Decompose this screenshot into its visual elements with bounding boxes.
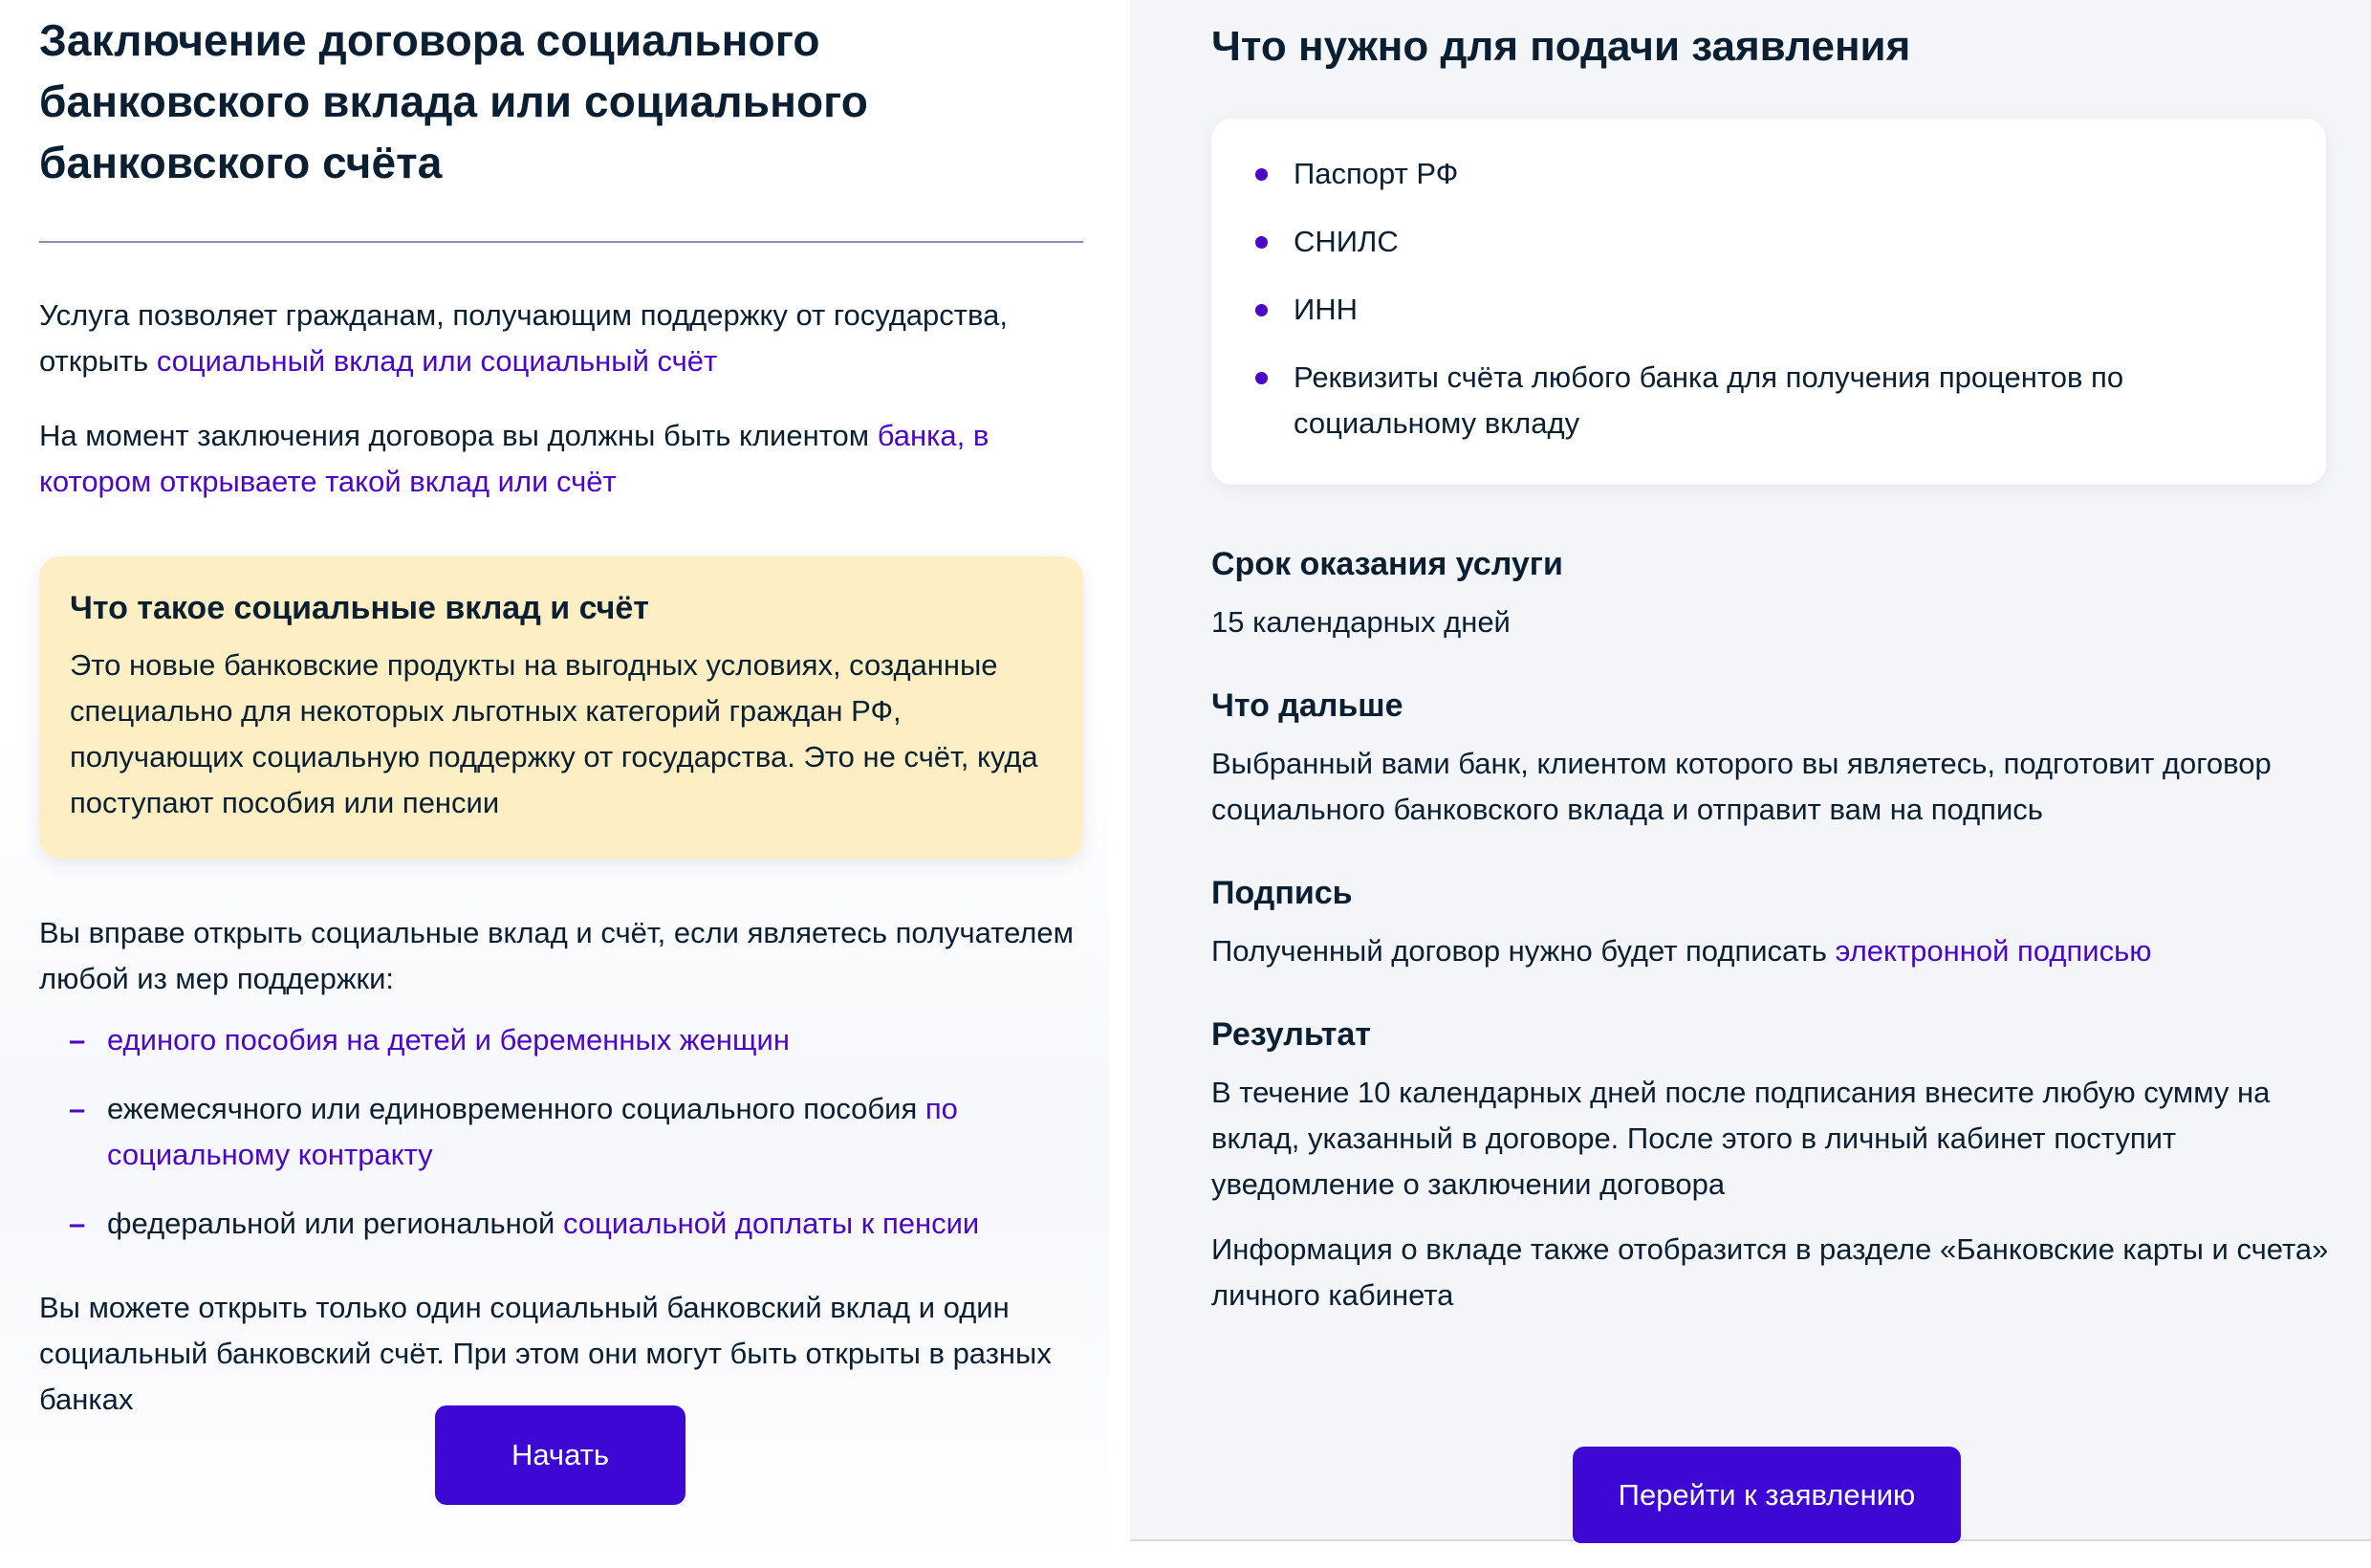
dash-bullet-icon: – [69,1092,86,1125]
signature-title: Подпись [1211,875,1353,911]
bullet-dot-icon [1255,304,1268,316]
pension-supplement-link[interactable]: социальной доплаты к пенсии [562,1207,980,1240]
result-title: Результат [1211,1016,1371,1053]
service-description-content [39,10,1083,1423]
list-item [39,1201,1083,1247]
service-description-panel [0,0,1109,1568]
application-requirements-content [1211,17,2339,1318]
social-deposit-link[interactable]: социальный вклад или социальный счёт [156,344,718,378]
dash-bullet-icon: – [69,1023,86,1056]
info-card-body: Это новые банковские продукты на выгодных условиях, созданные специально для некоторых льготных категорий граждан РФ, получающих социальную поддержку от государства. Это не счёт, куда поступают пособия или пенсии [70,648,1038,819]
list-item [1255,287,2288,333]
info-card [39,556,1083,859]
document-label: ИНН [1294,293,1359,326]
term-title: Срок оказания услуги [1211,546,1563,582]
result-body: В течение 10 календарных дней после подписания внесите любую сумму на вклад, указанный в договоре. После этого в личный кабинет поступит уведомление о заключении договора [1211,1076,2271,1201]
start-button[interactable]: Начать [435,1405,685,1505]
unified-allowance-link[interactable]: единого пособия на детей и беременных женщин [107,1023,790,1056]
list-item [1255,219,2288,265]
electronic-signature-link[interactable]: электронной подписью [1835,934,2152,968]
list-item [39,1086,1083,1178]
social-contract-link[interactable]: по социальному контракту [107,1092,958,1171]
support-measures-list [39,1017,1083,1247]
go-to-application-button[interactable]: Перейти к заявлению [1573,1447,1961,1543]
next-title: Что дальше [1211,687,1403,724]
document-label: СНИЛС [1294,225,1399,258]
limit-note: Вы можете открыть только один социальный банковский вклад и один социальный банковский счёт. При этом они могут быть открыты в разных банках [39,1291,1052,1416]
list-item [39,1017,1083,1063]
client-note [39,413,1083,505]
bullet-dot-icon [1255,168,1268,181]
document-label: Паспорт РФ [1294,157,1459,190]
requirements-title: Что нужно для подачи заявления [1211,23,1911,70]
bullet-dot-icon [1255,372,1268,384]
title-divider [39,241,1083,243]
client-note-text: На момент заключения договора вы должны быть клиентом [39,419,878,452]
list-item [1255,355,2288,446]
signature-text: Полученный договор нужно будет подписать [1211,934,1836,968]
document-label: Реквизиты счёта любого банка для получения процентов по социальному вкладу [1294,360,2124,440]
list-item [1255,151,2288,197]
eligibility-text: Вы вправе открыть социальные вклад и счёт, если являетесь получателем любой из мер поддержки: [39,916,1074,995]
measure-text: федеральной или региональной [107,1207,563,1240]
documents-card [1211,119,2326,485]
documents-list [1255,151,2288,446]
term-body: 15 календарных дней [1211,605,1511,639]
next-body: Выбранный вами банк, клиентом которого вы являетесь, подготовит договор социального банковского вклада и отправит вам на подпись [1211,747,2272,826]
result-body-extra: Информация о вкладе также отобразится в разделе «Банковские карты и счета» личного кабинета [1211,1232,2329,1312]
bank-link[interactable]: банка, в котором открываете такой вклад или счёт [39,419,990,498]
dash-bullet-icon: – [69,1207,86,1240]
signature-body [1211,928,2339,974]
info-card-title: Что такое социальные вклад и счёт [70,590,649,626]
page-title: Заключение договора социального банковского вклада или социального банковского счёта [39,15,869,187]
application-requirements-panel [1130,0,2371,1541]
service-intro [39,293,1083,384]
service-intro-text: Услуга позволяет гражданам, получающим поддержку от государства, открыть [39,298,1008,378]
bullet-dot-icon [1255,236,1268,249]
measure-text: ежемесячного или единовременного социального пособия [107,1092,925,1125]
